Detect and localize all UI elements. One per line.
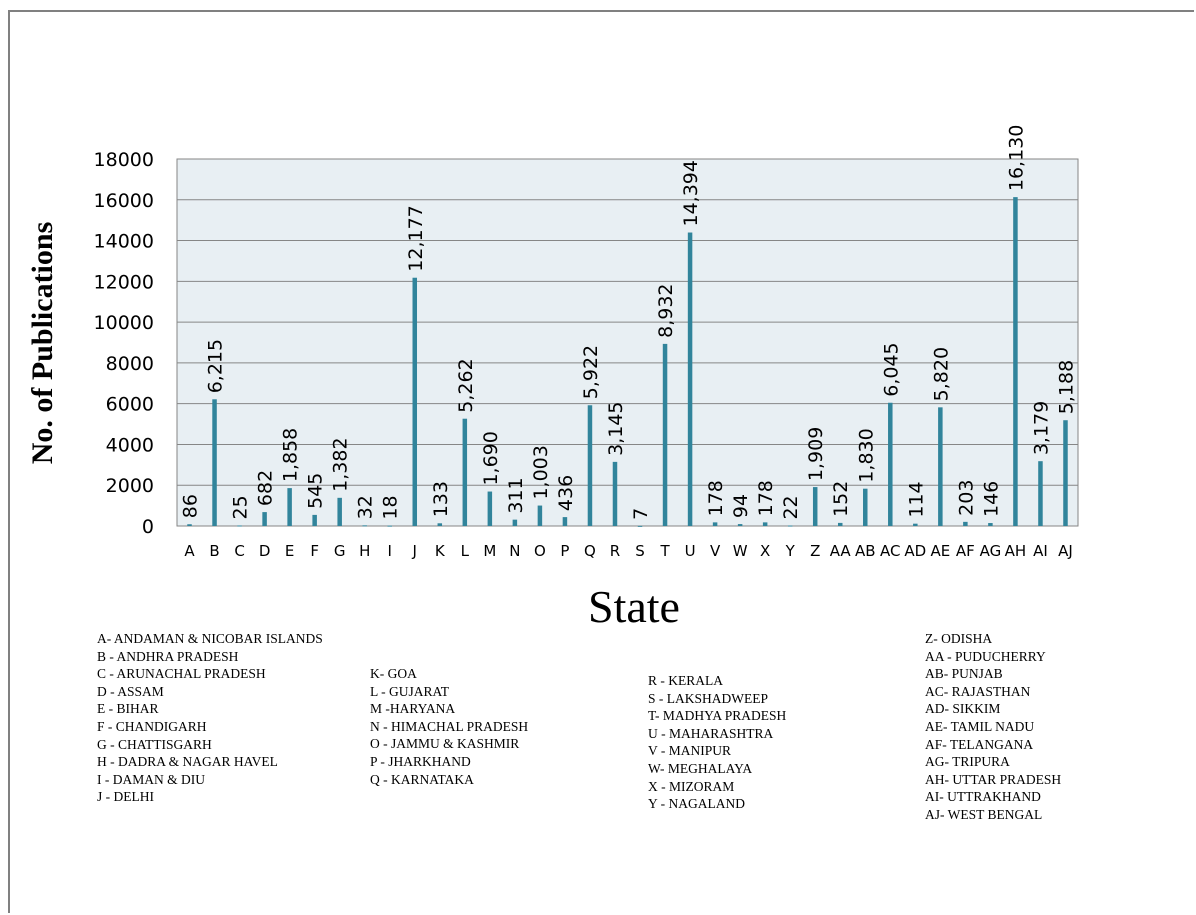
y-tick-label: 12000 xyxy=(93,271,154,294)
legend-entry: A- ANDAMAN & NICOBAR ISLANDS xyxy=(97,631,323,646)
y-axis-label: No. of Publications xyxy=(26,221,59,465)
data-label-H: 32 xyxy=(354,495,377,520)
legend-entry: X - MIZORAM xyxy=(648,778,735,794)
legend-entry: M -HARYANA xyxy=(370,701,456,717)
bar-L xyxy=(463,419,468,526)
x-tick-label: M xyxy=(483,542,497,560)
bar-B xyxy=(212,399,217,526)
data-label-AD: 114 xyxy=(905,481,928,518)
data-label-AB: 1,830 xyxy=(855,428,878,483)
legend-entry: F - CHANDIGARH xyxy=(97,718,207,734)
data-label-A: 86 xyxy=(179,494,202,519)
x-tick-label: AH xyxy=(1004,542,1027,560)
legend-entry: T- MADHYA PRADESH xyxy=(648,708,787,724)
bar-S xyxy=(638,526,643,527)
x-tick-label: L xyxy=(460,542,469,560)
bar-M xyxy=(488,492,493,526)
data-label-F: 545 xyxy=(304,472,327,509)
x-tick-label: B xyxy=(209,542,220,560)
bar-Y xyxy=(788,526,793,527)
bar-O xyxy=(538,506,543,526)
x-tick-label: AE xyxy=(930,542,951,560)
bar-F xyxy=(312,515,317,526)
x-tick-label: Q xyxy=(584,542,596,560)
x-tick-label: X xyxy=(760,542,771,560)
legend-entry: J - DELHI xyxy=(97,789,154,805)
y-tick-label: 6000 xyxy=(105,393,154,416)
x-tick-label: G xyxy=(333,542,346,560)
bar-AB xyxy=(863,489,868,526)
x-tick-label: W xyxy=(732,542,748,560)
bar-AJ xyxy=(1063,420,1068,526)
x-axis-ticks xyxy=(184,542,1072,560)
legend-entry: N - HIMACHAL PRADESH xyxy=(370,718,529,734)
x-tick-label: A xyxy=(184,542,195,560)
legend-entry: C - ARUNACHAL PRADESH xyxy=(97,666,266,682)
x-tick-label: O xyxy=(533,542,546,560)
y-tick-label: 14000 xyxy=(93,230,154,253)
data-label-AG: 146 xyxy=(980,480,1003,518)
x-tick-label: U xyxy=(684,542,696,560)
plot-area xyxy=(177,159,1078,526)
bar-W xyxy=(738,524,743,526)
x-tick-label: AF xyxy=(955,542,975,560)
data-label-U: 14,394 xyxy=(680,160,703,227)
bar-G xyxy=(337,498,342,526)
y-tick-label: 10000 xyxy=(93,312,154,335)
x-tick-label: C xyxy=(234,542,245,560)
x-tick-label: F xyxy=(310,542,319,560)
bar-AA xyxy=(838,523,843,526)
data-label-B: 6,215 xyxy=(204,338,227,394)
data-label-V: 178 xyxy=(705,480,728,517)
legend-entry: O - JAMMU & KASHMIR xyxy=(370,736,520,752)
x-tick-label: AG xyxy=(979,542,1002,560)
data-label-X: 178 xyxy=(755,480,778,517)
x-tick-label: K xyxy=(434,542,445,560)
x-axis-label: State xyxy=(588,581,680,632)
data-label-G: 1,382 xyxy=(329,437,352,492)
data-label-AH: 16,130 xyxy=(1005,124,1028,192)
data-label-J: 12,177 xyxy=(404,205,427,272)
bar-H xyxy=(362,525,367,526)
x-tick-label: S xyxy=(635,542,645,560)
data-label-C: 25 xyxy=(229,495,252,520)
legend-entry: W- MEGHALAYA xyxy=(648,760,753,776)
x-tick-label: AB xyxy=(854,542,876,560)
bar-AG xyxy=(988,523,993,526)
legend-column-1 xyxy=(97,630,323,806)
bar-T xyxy=(663,344,668,526)
data-label-AJ: 5,188 xyxy=(1055,359,1078,415)
legend-entry: B - ANDHRA PRADESH xyxy=(97,648,239,664)
legend-entry: P - JHARKHAND xyxy=(370,753,471,769)
legend-entry: K- GOA xyxy=(370,666,417,681)
legend-column-3 xyxy=(648,672,786,813)
data-label-P: 436 xyxy=(554,474,577,512)
x-tick-label: V xyxy=(709,542,721,560)
legend-entry: AA - PUDUCHERRY xyxy=(925,648,1046,664)
y-tick-label: 8000 xyxy=(105,352,154,375)
data-label-O: 1,003 xyxy=(529,445,552,500)
bar-Z xyxy=(813,487,818,526)
data-label-M: 1,690 xyxy=(479,431,502,486)
bar-AF xyxy=(963,522,968,526)
bar-P xyxy=(563,517,568,526)
bar-V xyxy=(713,522,718,526)
data-label-E: 1,858 xyxy=(279,427,302,483)
legend-entry: V - MANIPUR xyxy=(648,743,732,759)
bar-X xyxy=(763,522,768,526)
data-label-K: 133 xyxy=(429,481,452,518)
legend-entry: E - BIHAR xyxy=(97,701,159,717)
legend-entry: R - KERALA xyxy=(648,673,723,688)
legend-entry: G - CHATTISGARH xyxy=(97,736,212,752)
x-tick-label: AA xyxy=(829,542,851,560)
bar-N xyxy=(513,520,518,526)
data-label-Y: 22 xyxy=(780,495,803,520)
x-tick-label: I xyxy=(387,542,392,560)
x-tick-label: D xyxy=(258,542,271,560)
bar-K xyxy=(438,523,443,526)
bar-R xyxy=(613,462,618,526)
legend-entry: AD- SIKKIM xyxy=(925,701,1001,717)
bar-AD xyxy=(913,524,918,526)
bar-D xyxy=(262,512,267,526)
legend-entry: AF- TELANGANA xyxy=(925,736,1034,752)
bar-AI xyxy=(1038,461,1043,526)
bar-A xyxy=(187,524,192,526)
legend-entry: H - DADRA & NAGAR HAVEL xyxy=(97,754,278,770)
bar-Q xyxy=(588,405,593,526)
legend-entry: AC- RAJASTHAN xyxy=(925,683,1031,699)
x-tick-label: Z xyxy=(810,542,821,560)
bar-J xyxy=(413,278,418,526)
data-label-AI: 3,179 xyxy=(1030,400,1053,456)
y-tick-label: 2000 xyxy=(105,475,154,498)
bar-C xyxy=(237,525,242,526)
x-tick-label: AJ xyxy=(1058,542,1073,560)
data-label-Q: 5,922 xyxy=(579,344,602,400)
legend-entry: AI- UTTRAKHAND xyxy=(925,789,1041,805)
legend-column-4 xyxy=(925,630,1061,824)
bar-AE xyxy=(938,407,943,526)
legend-entry: U - MAHARASHTRA xyxy=(648,725,774,741)
legend-entry: AB- PUNJAB xyxy=(925,666,1003,682)
data-label-I: 18 xyxy=(379,495,402,520)
x-tick-label: AI xyxy=(1033,542,1048,560)
legend-entry: AH- UTTAR PRADESH xyxy=(925,771,1062,787)
data-label-D: 682 xyxy=(254,469,277,507)
y-tick-label: 16000 xyxy=(93,189,154,212)
bar-E xyxy=(287,488,292,526)
data-label-AC: 6,045 xyxy=(880,342,903,397)
data-label-L: 5,262 xyxy=(454,358,477,413)
data-label-T: 8,932 xyxy=(655,283,678,338)
data-label-R: 3,145 xyxy=(604,401,627,456)
x-tick-label: J xyxy=(412,542,417,560)
bar-I xyxy=(387,526,392,527)
legend-entry: I - DAMAN & DIU xyxy=(97,771,205,787)
x-tick-label: N xyxy=(509,542,521,560)
x-tick-label: T xyxy=(660,542,670,560)
data-label-W: 94 xyxy=(730,493,753,519)
legend-entry: AE- TAMIL NADU xyxy=(925,718,1035,734)
y-tick-label: 4000 xyxy=(105,434,154,457)
x-tick-label: R xyxy=(609,542,621,560)
x-tick-label: Y xyxy=(785,542,795,560)
legend-entry: D - ASSAM xyxy=(97,683,164,699)
data-label-AE: 5,820 xyxy=(930,346,953,402)
x-tick-label: AC xyxy=(880,542,901,560)
x-tick-label: AD xyxy=(904,542,927,560)
legend-entry: Z- ODISHA xyxy=(925,631,993,646)
legend-column-2 xyxy=(370,665,528,788)
legend-entry: L - GUJARAT xyxy=(370,683,449,699)
bar-U xyxy=(688,233,693,526)
legend-entry: Y - NAGALAND xyxy=(648,796,745,812)
legend-entry: S - LAKSHADWEEP xyxy=(648,690,768,706)
data-label-AA: 152 xyxy=(830,480,853,517)
legend-entry: AG- TRIPURA xyxy=(925,754,1010,770)
legend-entry: AJ- WEST BENGAL xyxy=(925,806,1043,822)
bar-AH xyxy=(1013,197,1018,526)
bar-AC xyxy=(888,403,893,526)
y-tick-label: 18000 xyxy=(93,149,154,171)
data-label-S: 7 xyxy=(630,507,653,520)
x-tick-label: P xyxy=(560,542,570,560)
legend-entry: Q - KARNATAKA xyxy=(370,771,474,787)
y-axis-ticks xyxy=(94,149,154,538)
x-tick-label: H xyxy=(359,542,371,560)
data-label-AF: 203 xyxy=(955,479,978,516)
x-tick-label: E xyxy=(284,542,295,560)
y-tick-label: 0 xyxy=(141,516,154,538)
data-label-N: 311 xyxy=(504,477,527,514)
data-label-Z: 1,909 xyxy=(805,426,828,482)
